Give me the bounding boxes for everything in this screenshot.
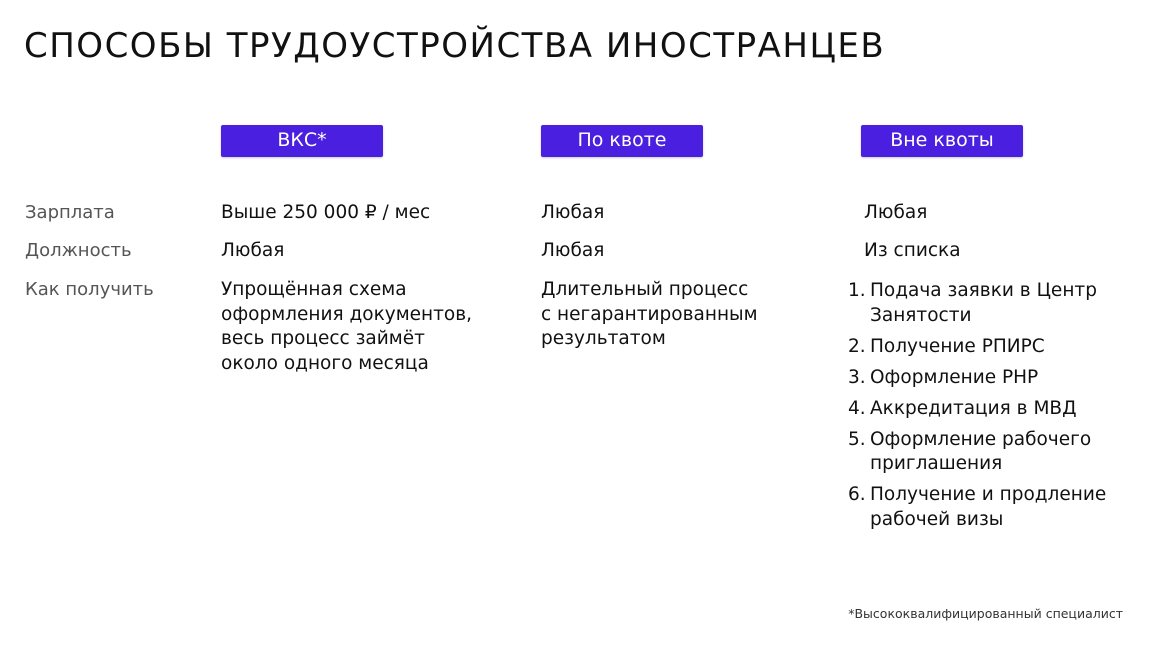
step-number: 5. <box>848 428 866 450</box>
step-text <box>870 366 1148 391</box>
list-item <box>848 428 1148 477</box>
vks-position: Любая <box>221 240 285 261</box>
non-quota-position: Из списка <box>864 240 961 261</box>
step-line: приглашения <box>870 453 1003 474</box>
footnote: *Высококвалифицированный специалист <box>848 606 1123 621</box>
non-quota-salary: Любая <box>864 202 928 223</box>
step-line: Оформление РНР <box>870 366 1039 388</box>
step-text <box>870 397 1148 422</box>
badge-non-quota: Вне квоты <box>861 125 1023 157</box>
list-item <box>848 397 1148 422</box>
list-item <box>848 279 1148 328</box>
list-item <box>848 366 1148 391</box>
step-number: 2. <box>848 335 866 357</box>
list-item <box>848 335 1148 360</box>
step-text <box>870 483 1148 532</box>
vks-how-line: оформления документов, <box>221 303 473 325</box>
step-number: 3. <box>848 366 866 388</box>
row-label-how: Как получить <box>25 279 154 300</box>
step-line: Получение и продление <box>870 484 1107 505</box>
step-number: 1. <box>848 280 866 301</box>
step-text <box>870 335 1148 360</box>
quota-position: Любая <box>541 240 605 261</box>
list-item <box>848 483 1148 532</box>
quota-how <box>541 278 758 352</box>
step-number: 4. <box>848 397 866 419</box>
quota-how-line: с негарантированным <box>541 303 758 325</box>
step-line: Занятости <box>870 304 972 326</box>
step-line: Подача заявки в Центр <box>870 280 1097 301</box>
quota-salary: Любая <box>541 202 605 223</box>
non-quota-steps-list <box>848 279 1148 539</box>
row-label-salary: Зарплата <box>25 202 115 223</box>
vks-how-line: около одного месяца <box>221 352 429 374</box>
badge-quota: По квоте <box>541 125 703 157</box>
vks-how-line: весь процесс займёт <box>221 328 425 349</box>
page-title: СПОСОБЫ ТРУДОУСТРОЙСТВА ИНОСТРАНЦЕВ <box>24 26 886 66</box>
row-label-position: Должность <box>25 240 132 261</box>
step-text <box>870 279 1148 328</box>
step-line: Аккредитация в МВД <box>870 397 1077 419</box>
quota-how-line: Длительный процесс <box>541 279 749 300</box>
step-line: рабочей визы <box>870 508 1004 530</box>
vks-how <box>221 278 472 376</box>
vks-how-line: Упрощённая схема <box>221 279 407 300</box>
step-line: Получение РПИРС <box>870 335 1045 357</box>
quota-how-line: результатом <box>541 328 666 349</box>
vks-salary: Выше 250 000 ₽ / мес <box>221 202 431 223</box>
step-text <box>870 428 1148 477</box>
step-line: Оформление рабочего <box>870 428 1092 450</box>
badge-vks: ВКС* <box>221 125 383 157</box>
step-number: 6. <box>848 484 866 505</box>
